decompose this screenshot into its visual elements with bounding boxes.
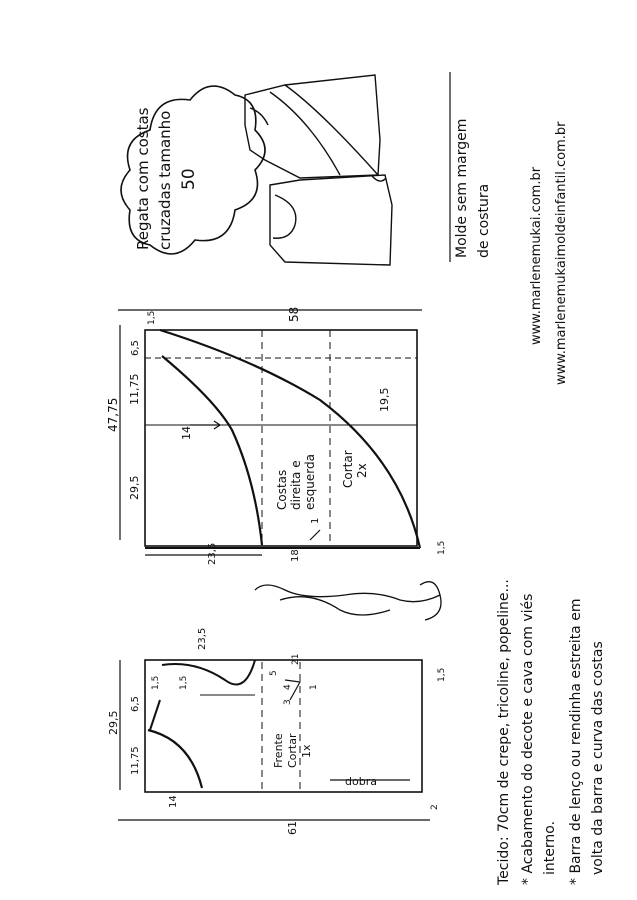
front-dim-61: 61 (286, 821, 299, 835)
website-2[interactable]: www.marlenemukaimoldeinfantil.com.br (554, 121, 569, 385)
back-dim-14: 14 (180, 426, 193, 440)
title-line-1: Regata com costas (134, 107, 152, 250)
back-label-2: direita e (289, 460, 303, 510)
back-dim-width-total: 47,75 (106, 397, 120, 432)
back-dim-6-5: 6,5 (130, 340, 141, 356)
front-dim-23-5: 23,5 (197, 627, 208, 650)
back-dim-18: 18 (290, 549, 301, 562)
instr-line-1: Tecido: 70cm de crepe, tricoline, popeline... (496, 579, 512, 885)
instr-line-2: * Acabamento do decote e cava com viés (520, 593, 536, 885)
back-dim-1-5-bottom: 1,5 (437, 540, 447, 555)
front-fold-label: dobra (345, 775, 377, 788)
instr-line-3: interno. (542, 820, 558, 875)
back-dim-23-5: 23,5 (207, 542, 218, 565)
front-dim-6-5: 6,5 (130, 696, 141, 712)
front-dim-5: 5 (269, 670, 279, 676)
back-dim-1: 1 (310, 517, 321, 524)
back-cut-2: 2x (355, 463, 369, 478)
back-dim-1-5-top: 1,5 (147, 310, 157, 325)
note-line-1: Molde sem margem (454, 118, 470, 258)
front-dim-1: 1 (309, 684, 319, 690)
front-label-3: 1x (300, 744, 313, 758)
instr-line-5: volta da barra e curva das costas (590, 641, 606, 875)
front-dim-14: 14 (168, 795, 179, 808)
back-cut-1: Cortar (341, 450, 355, 488)
front-dim-1-5-a: 1,5 (151, 675, 161, 690)
front-dim-29-5: 29,5 (107, 710, 120, 735)
front-dim-21: 21 (291, 653, 301, 665)
title-line-2: cruzadas tamanho (156, 110, 174, 250)
front-label-1: Frente (272, 733, 285, 768)
front-dim-4: 4 (283, 684, 293, 690)
website-1[interactable]: www.marlenemukai.com.br (529, 166, 544, 345)
front-dim-1-5-b: 1,5 (179, 675, 189, 690)
title-size: 50 (179, 168, 199, 190)
note-line-2: de costura (476, 183, 492, 258)
front-dim-1-5-c: 1,5 (437, 667, 447, 682)
back-dim-11-75: 11,75 (128, 373, 141, 405)
instr-line-4: * Barra de lenço ou rendinha estreita em (568, 598, 584, 885)
back-label-3: esquerda (303, 454, 317, 510)
back-dim-length-total: 58 (287, 306, 301, 322)
back-label-1: Costas (275, 469, 289, 510)
front-dim-3: 3 (283, 699, 293, 705)
back-dim-29-5: 29,5 (128, 475, 141, 500)
front-label-2: Cortar (286, 733, 299, 768)
back-dim-19-5: 19,5 (378, 387, 391, 412)
front-dim-11-75: 11,75 (130, 746, 141, 775)
front-dim-2: 2 (430, 804, 440, 810)
